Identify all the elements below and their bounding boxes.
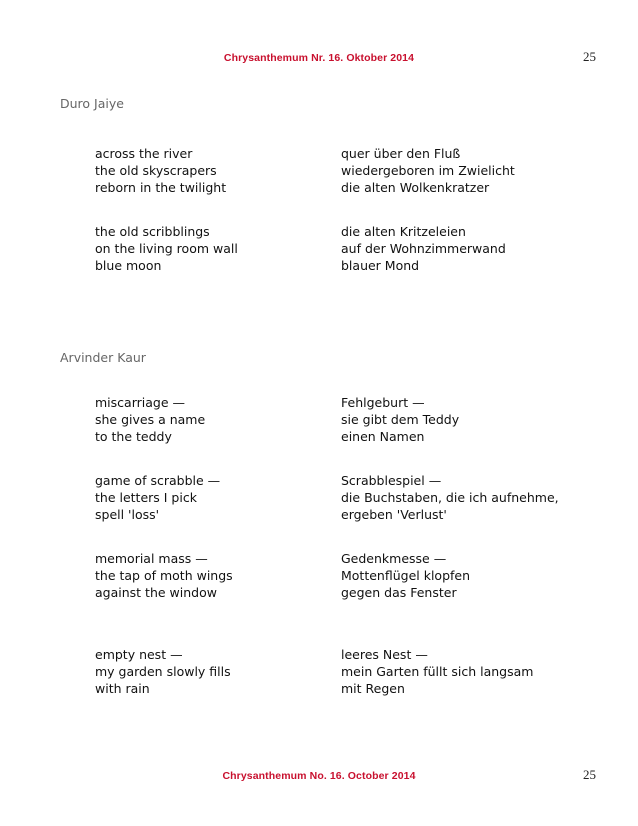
poem-line: game of scrabble — bbox=[95, 473, 221, 488]
poem-line: quer über den Fluß bbox=[341, 146, 461, 161]
poem-line: across the river bbox=[95, 146, 193, 161]
poem-line: the letters I pick bbox=[95, 490, 197, 505]
poem-line: she gives a name bbox=[95, 412, 206, 427]
poem-line: with rain bbox=[95, 681, 150, 696]
poem-line: ergeben 'Verlust' bbox=[341, 507, 447, 522]
poem-german bbox=[341, 472, 559, 523]
poem-line: spell 'loss' bbox=[95, 507, 160, 522]
poem-line: on the living room wall bbox=[95, 241, 238, 256]
poem-line: einen Namen bbox=[341, 429, 425, 444]
poem-english bbox=[95, 223, 238, 274]
poem-line: reborn in the twilight bbox=[95, 180, 227, 195]
author-name: Arvinder Kaur bbox=[60, 350, 146, 365]
poem-line: gegen das Fenster bbox=[341, 585, 457, 600]
header-page-number: 25 bbox=[583, 49, 596, 64]
poem-line: Fehlgeburt — bbox=[341, 395, 425, 410]
poem-line: mein Garten füllt sich langsam bbox=[341, 664, 534, 679]
poem-english bbox=[95, 550, 233, 601]
poem-line: Gedenkmesse — bbox=[341, 551, 447, 566]
poem-german bbox=[341, 145, 515, 196]
poem-english bbox=[95, 145, 226, 196]
poem-german bbox=[341, 550, 470, 601]
running-footer-title: Chrysanthemum No. 16. October 2014 bbox=[222, 770, 416, 782]
poem-line: auf der Wohnzimmerwand bbox=[341, 241, 506, 256]
poem-line: Mottenflügel klopfen bbox=[341, 568, 471, 583]
poem-line: the tap of moth wings bbox=[95, 568, 233, 583]
poem-line: the old skyscrapers bbox=[95, 163, 217, 178]
poem-line: die Buchstaben, die ich aufnehme, bbox=[341, 490, 559, 505]
poem-line: the old scribblings bbox=[95, 224, 210, 239]
poem-line: blauer Mond bbox=[341, 258, 420, 273]
running-header-title: Chrysanthemum Nr. 16. Oktober 2014 bbox=[223, 52, 415, 64]
poem-english bbox=[95, 394, 205, 445]
poem-line: Scrabblespiel — bbox=[341, 473, 442, 488]
poem-line: memorial mass — bbox=[95, 551, 208, 566]
poem-line: to the teddy bbox=[95, 429, 172, 444]
poem-english bbox=[95, 472, 220, 523]
poem-line: sie gibt dem Teddy bbox=[341, 412, 460, 427]
poem-german bbox=[341, 394, 459, 445]
poem-line: my garden slowly fills bbox=[95, 664, 231, 679]
poem-line: wiedergeboren im Zwielicht bbox=[341, 163, 515, 178]
poem-line: blue moon bbox=[95, 258, 162, 273]
poem-line: die alten Kritzeleien bbox=[341, 224, 466, 239]
author-name: Duro Jaiye bbox=[60, 96, 124, 111]
poem-german bbox=[341, 646, 533, 697]
poem-line: mit Regen bbox=[341, 681, 405, 696]
poem-german bbox=[341, 223, 506, 274]
poem-line: empty nest — bbox=[95, 647, 183, 662]
poem-line: against the window bbox=[95, 585, 217, 600]
footer-page-number: 25 bbox=[583, 767, 596, 782]
poem-line: miscarriage — bbox=[95, 395, 185, 410]
poem-line: die alten Wolkenkratzer bbox=[341, 180, 490, 195]
poem-english bbox=[95, 646, 231, 697]
poem-line: leeres Nest — bbox=[341, 647, 428, 662]
